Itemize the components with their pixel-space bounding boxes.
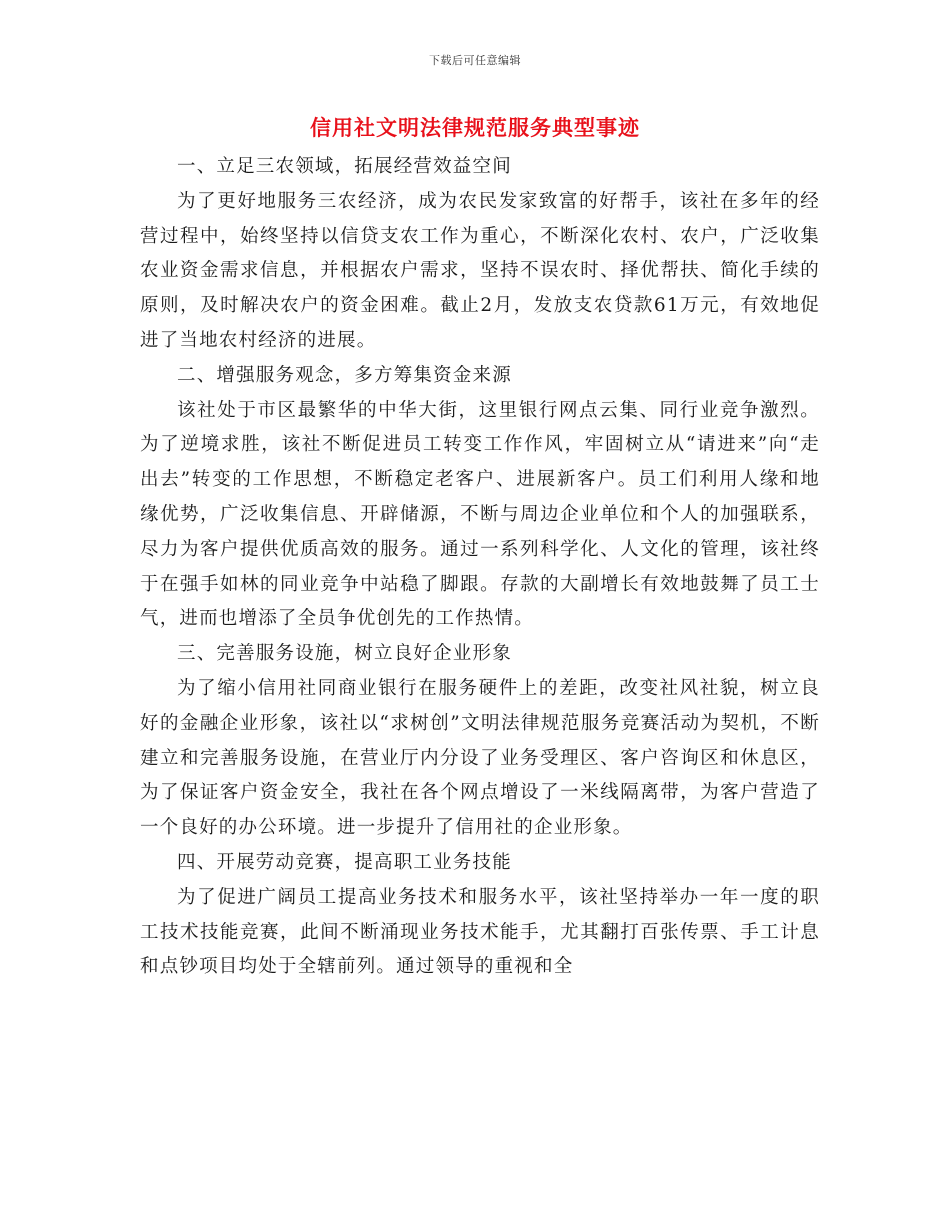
document-body	[140, 150, 820, 985]
body-paragraph-3: 为了缩小信用社同商业银行在服务硬件上的差距，改变社风社貌，树立良好的金融企业形象，该社以“求树创”文明法律规范服务竞赛活动为契机，不断建立和完善服务设施，在营业厅内分设了业务受理区、客户咨询区和休息区，为了保证客户资金安全，我社在各个网点增设了一米线隔离带，为客户营造了一个良好的办公环境。进一步提升了信用社的企业形象。	[140, 677, 820, 839]
header-note: 下载后可任意编辑	[429, 54, 521, 67]
section-heading-1: 一、立足三农领域，拓展经营效益空间	[177, 156, 512, 177]
section-heading-2: 二、增强服务观念，多方筹集资金来源	[177, 364, 512, 386]
document-title: 信用社文明法律规范服务典型事迹	[310, 115, 640, 140]
body-paragraph-4: 为了促进广阔员工提高业务技术和服务水平，该社坚持举办一年一度的职工技术技能竞赛，此间不断涌现业务技术能手，尤其翻打百张传票、手工计息和点钞项目均处于全辖前列。通过领导的重视和全	[140, 886, 820, 978]
body-paragraph-2: 该社处于市区最繁华的中华大街，这里银行网点云集、同行业竞争激烈。为了逆境求胜，该社不断促进员工转变工作作风，牢固树立从“请进来”向“走出去”转变的工作思想，不断稳定老客户、进展新客户。员工们利用人缘和地缘优势，广泛收集信息、开辟储源，不断与周边企业单位和个人的加强联系，尽力为客户提供优质高效的服务。通过一系列科学化、人文化的管理，该社终于在强手如林的同业竞争中站稳了脚跟。存款的大副增长有效地鼓舞了员工士气，进而也增添了全员争优创先的工作热情。	[140, 399, 820, 630]
section-heading-4: 四、开展劳动竞赛，提高职工业务技能	[177, 851, 512, 873]
section-heading-3: 三、完善服务设施，树立良好企业形象	[177, 643, 512, 665]
body-paragraph-1: 为了更好地服务三农经济，成为农民发家致富的好帮手，该社在多年的经营过程中，始终坚持以信贷支农工作为重心，不断深化农村、农户，广泛收集农业资金需求信息，并根据农户需求，坚持不误农时、择优帮扶、简化手续的原则，及时解决农户的资金困难。截止2月，发放支农贷款61万元，有效地促进了当地农村经济的进展。	[140, 190, 820, 351]
